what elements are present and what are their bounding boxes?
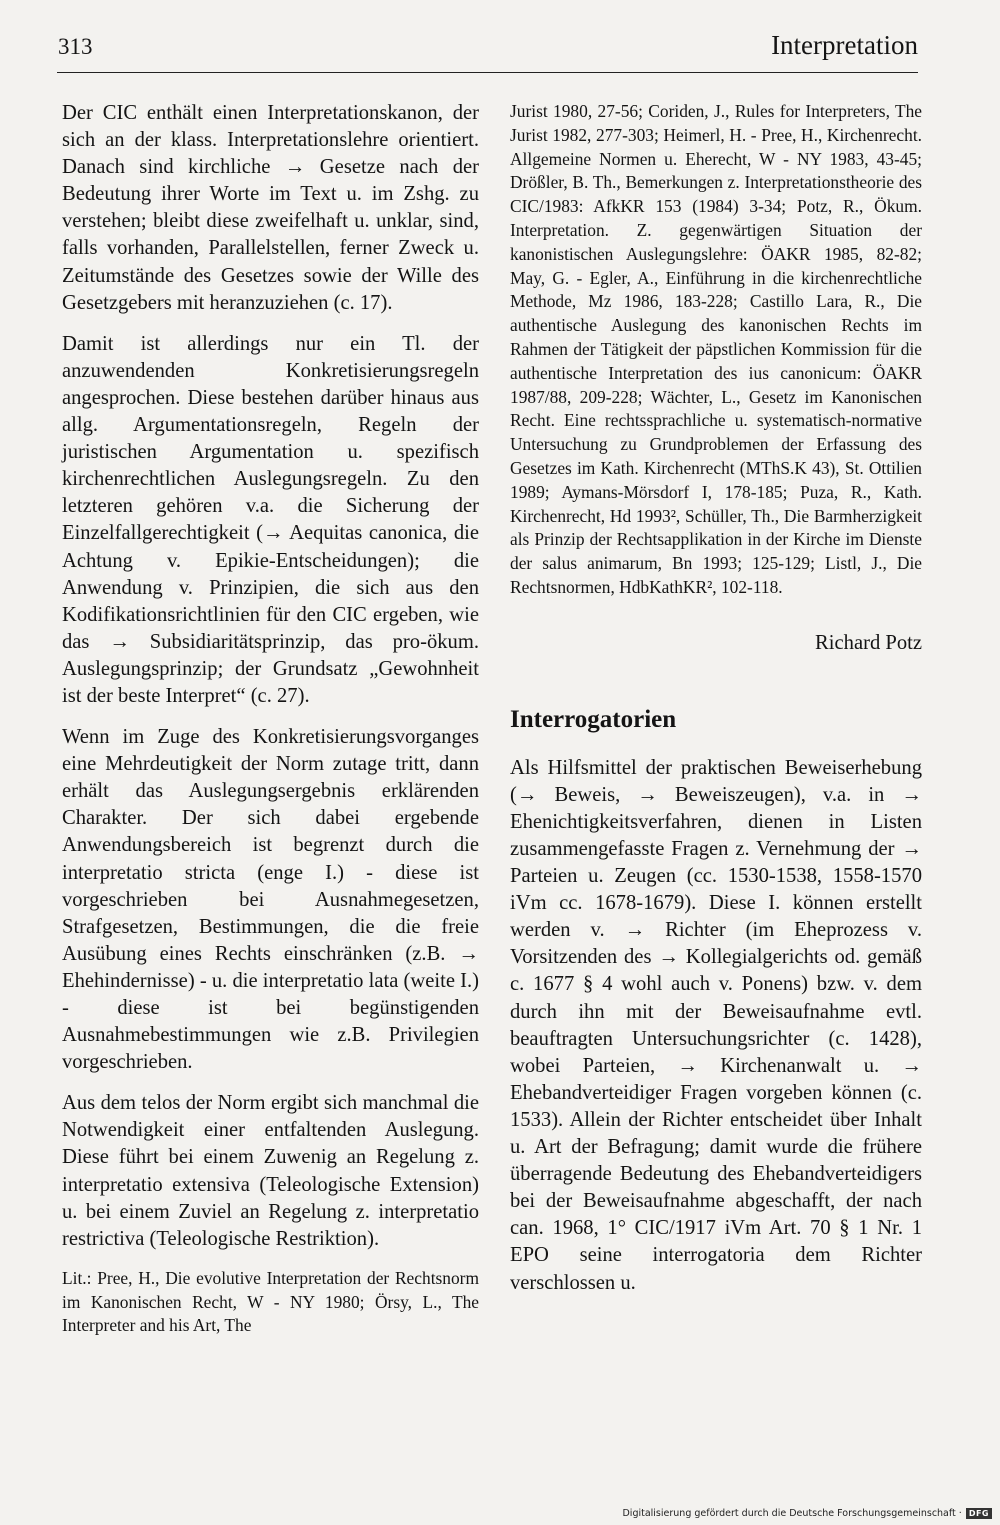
author-signature: Richard Potz bbox=[815, 631, 922, 654]
article-heading: Interrogatorien bbox=[510, 705, 677, 733]
literature: Lit.: Pree, H., Die evolutive Interpretation der Rechtsnorm im Kanonischen Recht, W - NY 1980; Örsy, L., The Interpreter and his Art, The bbox=[62, 1267, 479, 1336]
footer bbox=[622, 1508, 992, 1519]
paragraph: Damit ist allerdings nur ein Tl. der anzuwendenden Konkretisierungsregeln angesprochen. Diese bestehen darüber hinaus aus allg. Argumentationsregeln, Regeln der juristischen Argumentation u. spezifisch kirchenrechtlichen Auslegungsregeln. Zu den letzteren gehören v.a. die Sicherung der Einzelfallgerechtigkeit (→ Aequitas canonica, die Achtung v. Epikie-Entscheidungen); die Anwendung v. Prinzipien, die sich aus den Kodifikationsrichtlinien für den CIC ergeben, wie das → Subsidiaritätsprinzip, das pro-ökum. Auslegungsprinzip; der Grundsatz „Gewohnheit ist der beste Interpret“ (c. 27). bbox=[62, 332, 479, 707]
footer-text: Digitalisierung gefördert durch die Deutsche Forschungsgemeinschaft · bbox=[622, 1508, 962, 1519]
header-rule bbox=[57, 72, 918, 73]
right-column bbox=[510, 100, 922, 1311]
paragraph: Der CIC enthält einen Interpretationskanon, der sich an der klass. Interpretationslehre orientiert. Danach sind kirchliche → Gesetze nach der Bedeutung ihrer Worte im Text u. im Zshg. zu verstehen; bleibt diese zweifelhaft u. unklar, sind, falls vorhanden, Parallelstellen, ferner Zweck u. Zeitumstände des Gesetzes sowie der Wille des Gesetzgebers mit heranzuziehen (c. 17). bbox=[62, 102, 479, 314]
left-column bbox=[62, 100, 479, 1338]
running-title: Interpretation bbox=[771, 30, 918, 60]
paragraph: Als Hilfsmittel der praktischen Beweiserhebung (→ Beweis, → Beweiszeugen), v.a. in → Ehenichtigkeitsverfahren, dienen in Listen zusammengefasste Fragen z. Vernehmung der → Parteien u. Zeugen (cc. 1530-1538, 1558-1570 iVm cc. 1678-1679). Diese I. können erstellt werden v. → Richter (im Eheprozess v. Vorsitzenden des → Kollegialgerichts od. gemäß c. 1677 § 4 wohl auch v. Ponens) bzw. v. dem durch ihn mit der Beweisaufnahme evtl. beauftragten Untersuchungsrichter (c. 1428), wobei Parteien, → Kirchenanwalt u. → Ehebandverteidiger Fragen vorgeben können (c. 1533). Allein der Richter entscheidet über Inhalt u. Art der Befragung; damit wurde die frühere überragende Bedeutung des Ehebandverteidigers bei der Beweisaufnahme abgeschafft, der nach can. 1968, 1° CIC/1917 iVm Art. 70 § 1 Nr. 1 EPO seine interrogatoria dem Richter verschlossen u. bbox=[510, 756, 922, 1294]
paragraph: Aus dem telos der Norm ergibt sich manchmal die Notwendigkeit einer entfaltenden Auslegung. Diese führt bei einem Zuwenig an Regelung z. interpretatio extensiva (Teleologische Extension) u. bei einem Zuviel an Regelung z. interpretatio restrictiva (Teleologische Restriktion). bbox=[62, 1092, 479, 1250]
literature-continued: Jurist 1980, 27-56; Coriden, J., Rules for Interpreters, The Jurist 1982, 277-303; Heimerl, H. - Pree, H., Kirchenrecht. Allgemeine Normen u. Eherecht, W - NY 1983, 43-45; Drößler, B. Th., Bemerkungen z. Interpretationstheorie des CIC/1983: AfkKR 153 (1984) 3-34; Potz, R., Ökum. Interpretation. Z. gegenwärtigen Situation der kanonistischen Auslegungslehre: ÖAKR 1985, 82-82; May, G. - Egler, A., Einführung in die kirchenrechtliche Methode, Mz 1986, 183-228; Castillo Lara, R., Die authentische Auslegung des kanonischen Rechts im Rahmen der Tätigkeit der päpstlichen Kommission für die authentische Interpretation des ius canonicum: ÖAKR 1987/88, 209-228; Wächter, L., Gesetz im Kanonischen Recht. Eine rechtssprachliche u. systematisch-normative Untersuchung zu Grundproblemen der Erfassung des Gesetzes im Kath. Kirchenrecht (MThS.K 43), St. Ottilien 1989; Aymans-Mörsdorf I, 178-185; Puza, R., Kath. Kirchenrecht, Hd 1993², Schüller, Th., Die Barmherzigkeit als Prinzip der Rechtsapplikation in der Kirche im Dienste der salus animarum, Bn 1993; 125-129; Listl, J., Die Rechtsnormen, HdbKathKR², 102-118. bbox=[510, 101, 922, 597]
page-number: 313 bbox=[58, 34, 93, 59]
paragraph: Wenn im Zuge des Konkretisierungsvorganges eine Mehrdeutigkeit der Norm zutage tritt, dann erhält das Auslegungsergebnis erklärenden Charakter. Der sich dabei ergebende Anwendungsbereich ist begrenzt durch die interpretatio stricta (enge I.) - diese ist vorgeschrieben bei Ausnahmegesetzen, Strafgesetzen, Bestimmungen, die die freie Ausübung eines Rechts einschränken (z.B. → Ehehindernisse) - u. die interpretatio lata (weite I.) - diese ist bei begünstigenden Ausnahmebestimmungen wie z.B. Privilegien vorgeschrieben. bbox=[62, 726, 479, 1074]
dfg-logo-icon: DFG bbox=[966, 1508, 992, 1519]
